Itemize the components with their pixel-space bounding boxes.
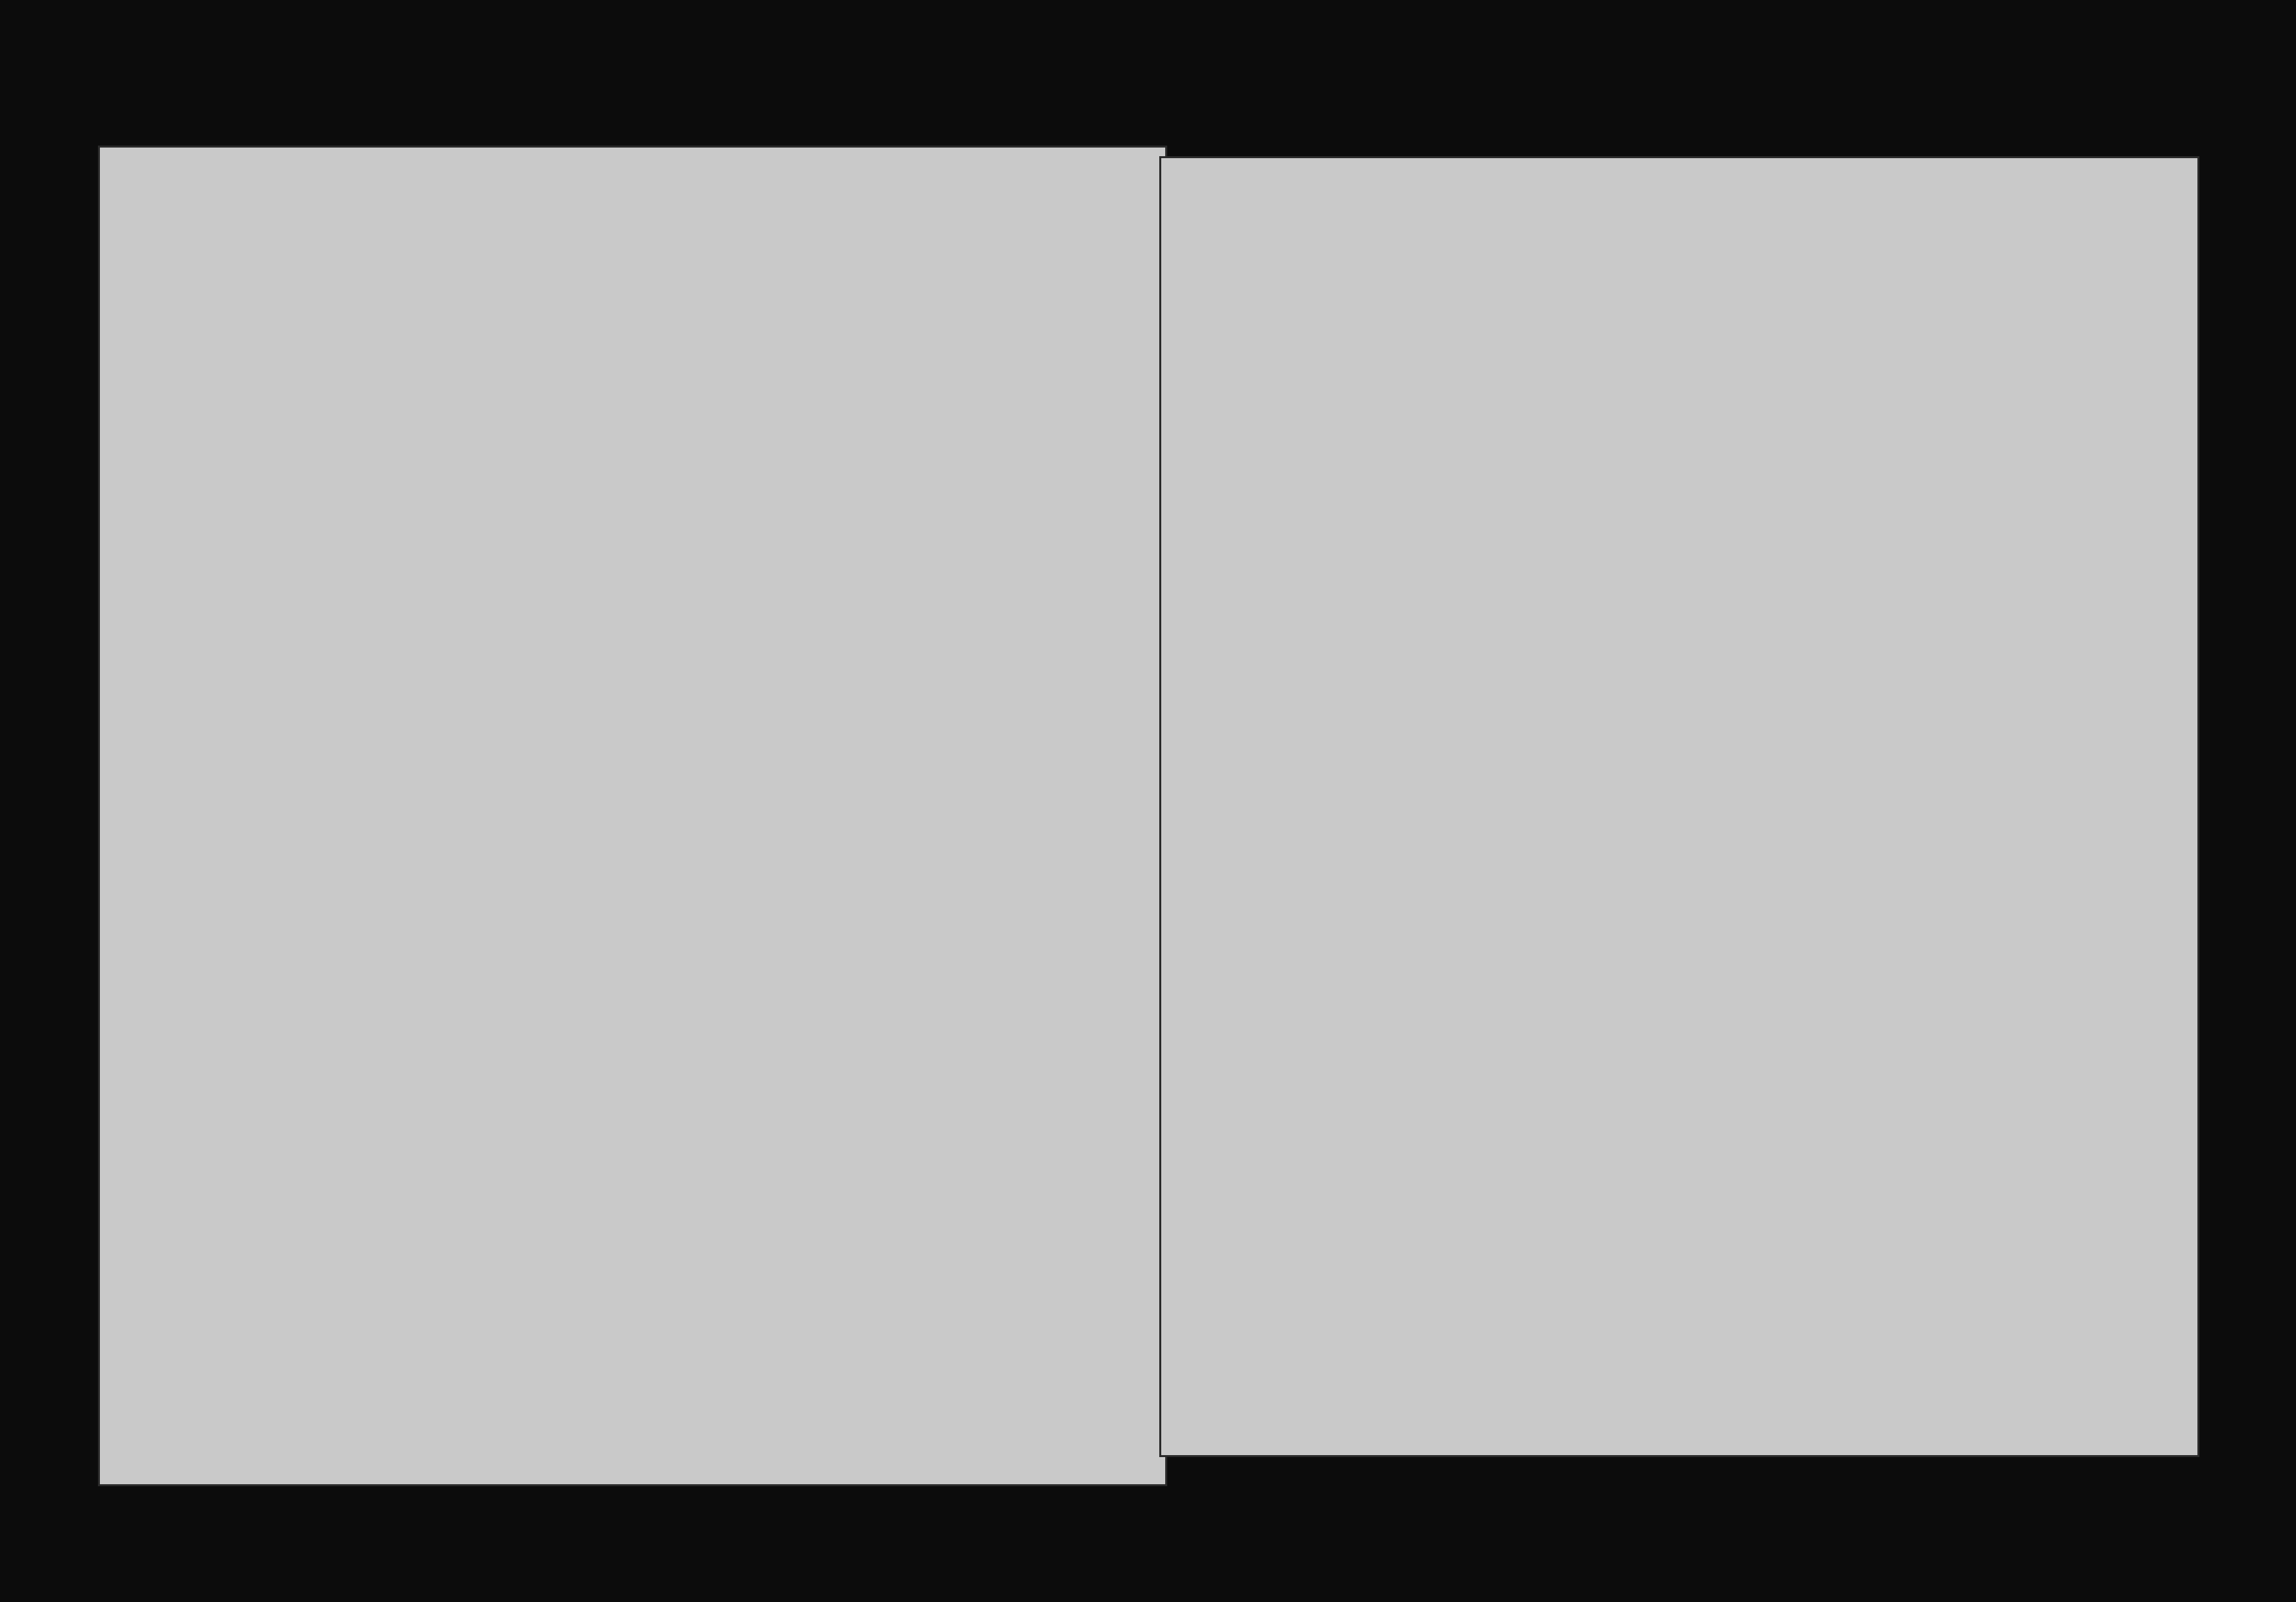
right-page xyxy=(1159,156,2199,1457)
left-page xyxy=(98,146,1167,1486)
